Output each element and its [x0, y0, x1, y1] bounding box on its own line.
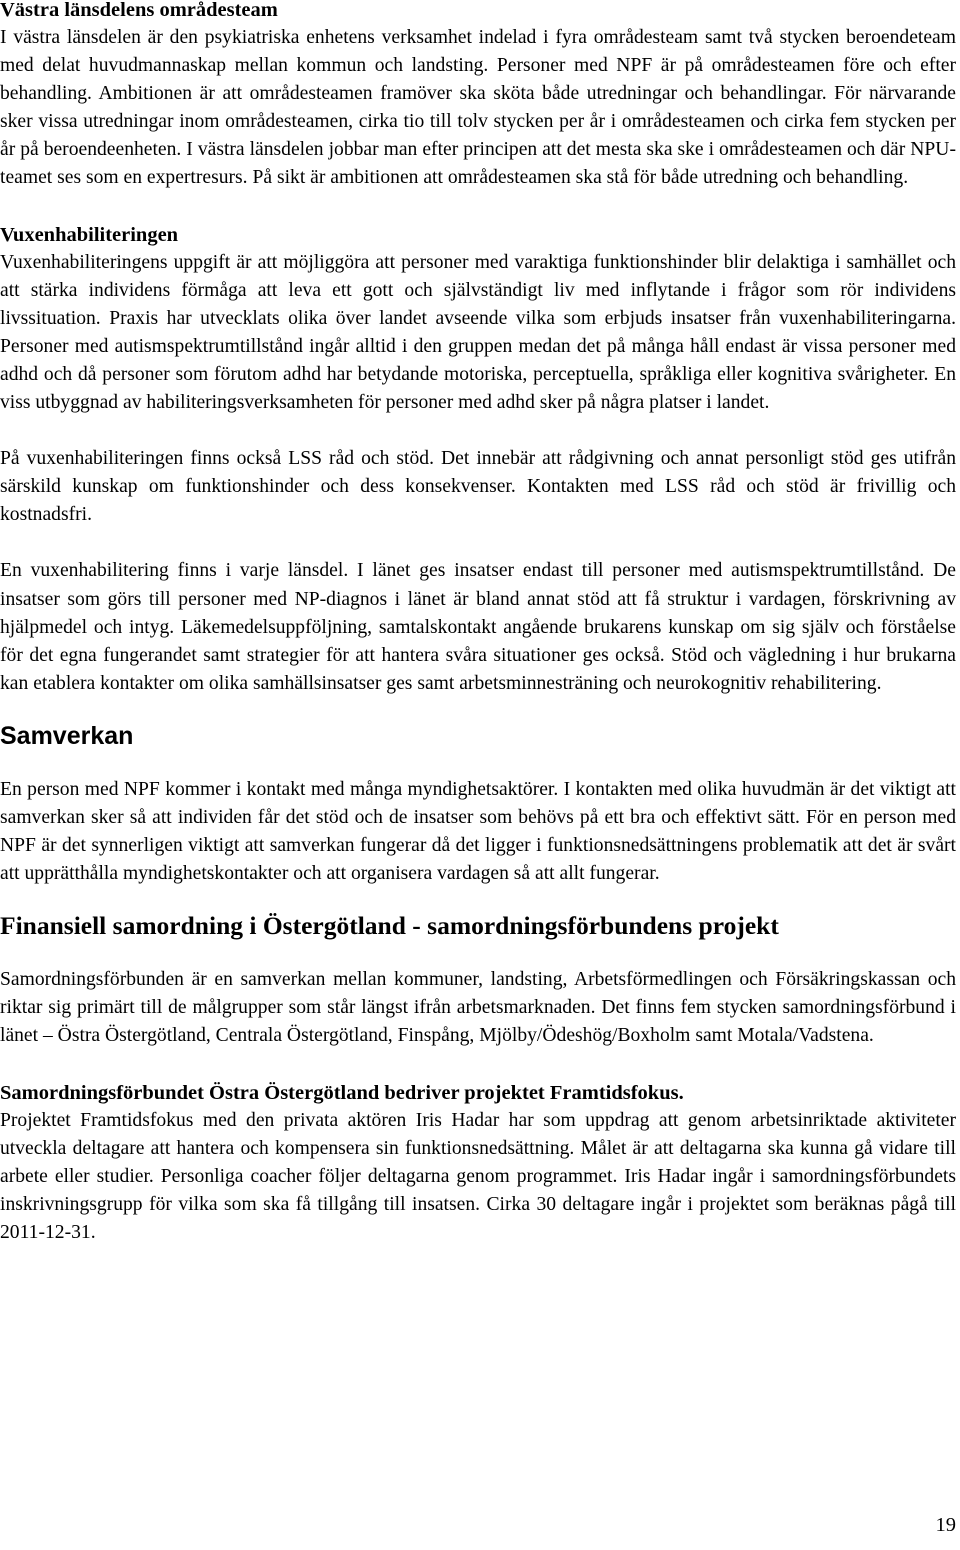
paragraph-framtidsfokus: Projektet Framtidsfokus med den privata aktören Iris Hadar har som uppdrag att genom arbetsinriktade aktiviteter utveckla deltagare att hantera och kompensera sin funktionsnedsättning. Målet är att deltagarna ska kunna gå vidare till arbete eller studier. Personliga coacher följer deltagarna genom programmet. Iris Hadar ingår i samordningsförbundets inskrivningsgrupp för vilka som ska få tillgång till insatsen. Cirka 30 deltagare ingår i projektet som beräknas pågå till 2011-12-31. — [0, 1109, 956, 1243]
paragraph-samverkan: En person med NPF kommer i kontakt med många myndighetsaktörer. I kontakten med olika huvudmän är det viktigt att samverkan sker så att individen får det stöd och de insatser som behövs på ett bra och effektivt sätt. För en person med NPF är det synnerligen viktigt att samverkan fungerar då det ligger i funktionsnedsättningens problematik att det är svårt att upprätthålla myndighetskontakter och att organisera vardagen så att allt fungerar. — [0, 778, 956, 885]
heading-vuxenhabiliteringen: Vuxenhabiliteringen — [0, 223, 179, 246]
paragraph-finansiell: Samordningsförbunden är en samverkan mellan kommuner, landsting, Arbetsförmedlingen och Försäkringskassan och riktar sig primärt till de målgrupper som står längst ifrån arbetsmarknaden. Det finns fem stycken samordningsförbund i länet – Östra Östergötland, Centrala Östergötland, Finspång, Mjölby/Ödeshög/Boxholm samt Motala/Vadstena. — [0, 969, 956, 1047]
heading-samordningsforbundet-ostra: Samordningsförbundet Östra Östergötland bedriver projektet Framtidsfokus. — [0, 1081, 684, 1104]
paragraph-vastra: I västra länsdelen är den psykiatriska enhetens verksamhet indelad i fyra områdesteam samt två stycken beroendeteam med delat huvudmannaskap mellan kommun och landsting. Personer med NPF är på områdesteamen före och efter behandling. Ambitionen är att områdesteamen framöver ska sköta både utredningar och behandlingar. För närvarande sker vissa utredningar inom områdesteamen, cirka tio till tolv stycken per år i områdesteamen och cirka fem stycken per år på beroendeenheten. I västra länsdelen jobbar man efter principen att det mesta ska ske i områdesteamen och där NPU-teamet ses som en expertresurs. På sikt är ambitionen att områdesteamen ska stå för både utredning och behandling. — [0, 27, 956, 189]
heading-finansiell-samordning: Finansiell samordning i Östergötland - samordningsförbundens projekt — [0, 911, 779, 941]
paragraph-vuxen-3: En vuxenhabilitering finns i varje länsdel. I länet ges insatser endast till personer med autismspektrumtillstånd. De insatser som görs till personer med NP-diagnos i länet är bland annat stöd att få struktur i vardagen, förskrivning av hjälpmedel och intyg. Läkemedelsuppföljning, samtalskontakt angående brukarens kunskap om sig själv och förståelse för det egna fungerandet samt strategier för att hantera svåra situationer ges också. Stöd och vägledning i hur brukarna kan etablera kontakter om olika samhällsinsatser ges samt arbetsminnesträning och neurokognitiv rehabilitering. — [0, 560, 956, 694]
heading-vastra-lansdelens-omradesteam: Västra länsdelens områdesteam — [0, 0, 278, 21]
paragraph-vuxen-1: Vuxenhabiliteringens uppgift är att möjliggöra att personer med varaktiga funktionshinder blir delaktiga i samhället och att stärka individens förmåga att leva ett gott och självständigt liv med inflytande i frågor som rör individens livssituation. Praxis har utvecklats olika över landet avseende vilka som erbjuds insatser från vuxenhabiliteringarna. Personer med autismspektrumtillstånd ingår alltid i den gruppen medan det på många håll endast är vissa personer med adhd och då personer som förutom adhd har betydande motoriska, perceptuella, språkliga eller kognitiva svårigheter. En viss utbyggnad av habiliteringsverksamheten för personer med adhd sker på några platser i landet. — [0, 251, 956, 414]
heading-samverkan: Samverkan — [0, 721, 134, 750]
paragraph-vuxen-2: På vuxenhabiliteringen finns också LSS råd och stöd. Det innebär att rådgivning och annat personligt stöd ges utifrån särskild kunskap om funktionshinder och dess konsekvenser. Kontakten med LSS råd och stöd är frivillig och kostnadsfri. — [0, 448, 956, 526]
page-number: 19 — [935, 1514, 956, 1536]
